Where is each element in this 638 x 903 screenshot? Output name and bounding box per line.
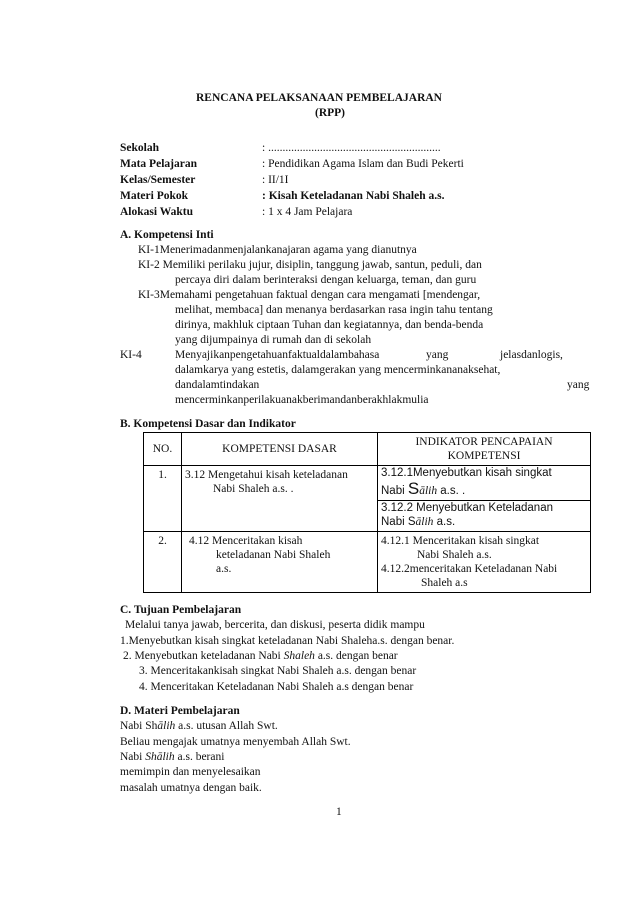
materi-line-1 [120,719,278,733]
materi-line-1-italic: ālih [157,720,176,732]
table-row [144,532,591,593]
row1-indikator [378,466,591,532]
value-sekolah: : ............................................................ [262,142,441,154]
ki2-line1: KI-2 Memiliki perilaku jujur, disiplin, tanggung jawab, santun, peduli, dan [138,259,482,271]
ki4-line1-yang: yang [426,349,449,361]
row2-ind2: 4.12.2menceritakan Keteladanan Nabi [381,563,558,575]
row2-ind1b: Nabi Shaleh a.s. [417,549,492,561]
row1-ind2b-post: a.s. [433,516,456,528]
section-c-heading: C. Tujuan Pembelajaran [120,604,242,616]
row2-indikator [378,532,591,593]
row1-ind2b-pre: Nabi S [381,516,416,528]
row1-ind2: 3.12.2 Menyebutkan Keteladanan [381,502,553,514]
ki4-line1: Menyajikanpengetahuanfaktualdalambahasa [175,349,380,361]
label-materi-pokok: Materi Pokok [120,190,189,202]
ki4-line2: dalamkarya yang estetis, dalamgerakan yang mencerminkananaksehat, [175,364,501,376]
tujuan-intro: Melalui tanya jawab, bercerita, dan diskusi, peserta didik mampu [125,619,425,631]
tujuan-item-2 [123,649,398,663]
label-alokasi-waktu: Alokasi Waktu [120,206,193,218]
tujuan-item-2-post: a.s. dengan benar [314,650,398,662]
tujuan-item-1: 1.Menyebutkan kisah singkat keteladanan Nabi Shaleha.s. dengan benar. [120,635,455,647]
row1-ind1b-s: S [407,479,420,498]
row1-ind-divider [378,500,590,529]
table-row [144,466,591,532]
row2-kd-line3: a.s. [216,563,232,575]
materi-line-3 [120,750,224,764]
ki4-line4: mencerminkanperilakuanakberimandanberakhlakmulia [175,394,429,406]
page-number: 1 [336,806,342,818]
row2-ind1: 4.12.1 Menceritakan kisah singkat [381,535,540,547]
tujuan-item-2-italic: Shaleh [283,650,315,662]
tujuan-item-4: 4. Menceritakan Keteladanan Nabi Shaleh a.s dengan benar [139,681,414,693]
materi-line-4: memimpin dan menyelesaikan [120,766,261,778]
value-materi-pokok: : Kisah Keteladanan Nabi Shaleh a.s. [262,190,445,202]
value-alokasi-waktu: : 1 x 4 Jam Pelajara [262,206,353,218]
ki3-line1: KI-3Memahami pengetahuan faktual dengan cara mengamati [mendengar, [138,289,481,301]
section-d-heading: D. Materi Pembelajaran [120,705,240,717]
row1-kd-line1: 3.12 Mengetahui kisah keteladanan [185,469,348,481]
materi-line-5: masalah umatnya dengan baik. [120,782,262,794]
label-sekolah: Sekolah [120,142,159,154]
row1-ind1: 3.12.1Menyebutkan kisah singkat [381,467,552,479]
ki3-line3: dirinya, makhluk ciptaan Tuhan dan kegiatannya, dan benda-benda [175,319,484,331]
ki4-line1-end: jelasdanlogis, [500,349,563,361]
row2-ind2b: Shaleh a.s [421,577,468,589]
materi-line-1-post: a.s. utusan Allah Swt. [175,720,278,732]
kompetensi-table [143,432,591,593]
ki4-line3a: dandalamtindakan [175,379,260,391]
doc-title: RENCANA PELAKSANAAN PEMBELAJARAN [196,92,442,104]
row2-kd-line1: 4.12 Menceritakan kisah [189,535,303,547]
header-kompetensi-dasar: KOMPETENSI DASAR [182,433,378,466]
ki4-label: KI-4 [120,349,142,361]
row2-kd [182,532,378,593]
ki3-line4: yang dijumpainya di rumah dan di sekolah [175,334,372,346]
materi-line-1-pre: Nabi Sh [120,720,158,732]
row1-ind1b-italic: ālih [419,485,438,497]
tujuan-item-2-pre: 2. Menyebutkan keteladanan Nabi [123,650,284,662]
row1-ind2b [381,515,587,529]
label-kelas-semester: Kelas/Semester [120,174,196,186]
label-mata-pelajaran: Mata Pelajaran [120,158,197,170]
row1-no: 1. [144,466,182,532]
materi-line-2: Beliau mengajak umatnya menyembah Allah Swt. [120,736,351,748]
materi-line-3-post: a.s. berani [174,751,225,763]
section-a-heading: A. Kompetensi Inti [120,229,214,241]
materi-line-3-italic: Shālih [145,751,175,763]
row1-kd [182,466,378,532]
ki4-line3b: yang [567,379,590,391]
row1-ind2b-italic: ālih [415,516,434,528]
row1-ind1b-pre: Nabi [381,485,408,497]
row1-ind1b [381,480,587,500]
ki3-line2: melihat, membaca] dan menanya berdasarkan rasa ingin tahu tentang [175,304,493,316]
section-b-heading: B. Kompetensi Dasar dan Indikator [120,418,296,430]
row1-ind1b-post: a.s. . [437,485,466,497]
value-kelas-semester: : II/1I [262,174,289,186]
ki1-text: KI-1Menerimadanmenjalankanajaran agama yang dianutnya [138,244,417,256]
row2-no: 2. [144,532,182,593]
header-indikator: INDIKATOR PENCAPAIAN KOMPETENSI [378,433,591,466]
row2-kd-line2: keteladanan Nabi Shaleh [216,549,331,561]
table-header-row [144,433,591,466]
header-no: NO. [144,433,182,466]
materi-line-3-pre: Nabi [120,751,146,763]
doc-subtitle: (RPP) [315,107,346,119]
row1-kd-line2: Nabi Shaleh a.s. . [213,483,294,495]
tujuan-item-3: 3. Menceritakankisah singkat Nabi Shaleh a.s. dengan benar [139,665,417,677]
ki2-line2: percaya diri dalam berinteraksi dengan keluarga, teman, dan guru [175,274,477,286]
value-mata-pelajaran: : Pendidikan Agama Islam dan Budi Pekerti [262,158,464,170]
